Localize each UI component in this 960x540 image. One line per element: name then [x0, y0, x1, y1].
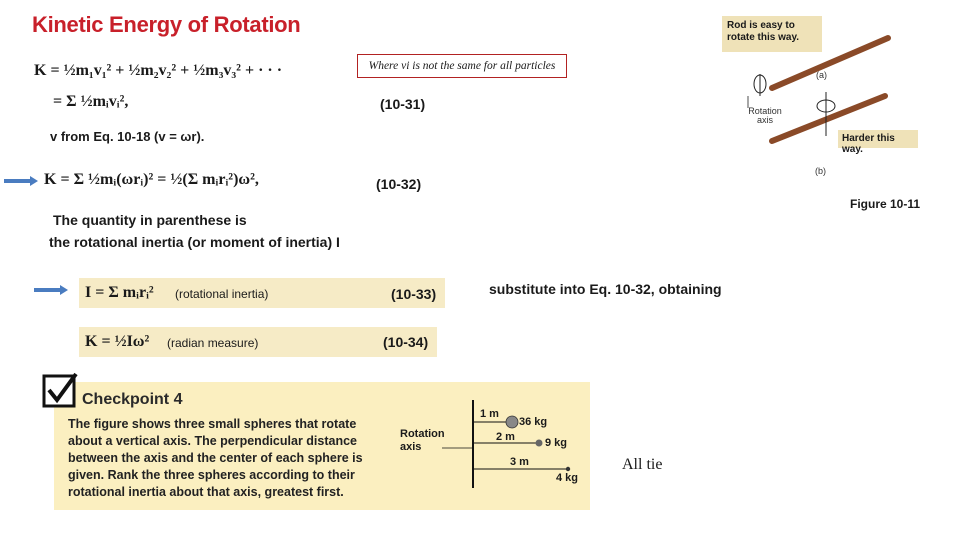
sphere-mass: 4 kg — [556, 472, 579, 484]
figure-label-b: (b) — [815, 166, 826, 176]
note-box: Where vi is not the same for all particles — [357, 54, 567, 78]
figure-caption: Figure 10-11 — [850, 197, 921, 211]
equation-10-33-box — [79, 278, 445, 308]
checkmark-icon — [40, 372, 78, 410]
equation-number-10-31: (10-31) — [380, 96, 426, 112]
equation-10-32: K = Σ ½mᵢ(ωrᵢ)² = ½(Σ mᵢrᵢ²)ω², — [44, 171, 259, 188]
arrow-right-icon — [4, 176, 38, 186]
sphere-distance: 1 m — [480, 408, 499, 420]
figure-label-a: (a) — [816, 70, 827, 80]
quantity-text-line2: the rotational inertia (or moment of inertia) I — [49, 234, 340, 250]
checkpoint-line: The figure shows three small spheres that rotate — [68, 417, 357, 431]
figure-label-bottom-box — [838, 130, 918, 155]
sphere-mass: 36 kg — [519, 416, 548, 428]
figure-label-top: Rod is easy to rotate this way. — [727, 20, 800, 43]
quantity-text-line1: The quantity in parenthese is — [53, 212, 247, 228]
v-from-text: v from Eq. 10-18 (v = ωr). — [50, 129, 205, 144]
figure-axis-label: Rotation axis — [748, 106, 782, 125]
equation-10-33-formula: I = Σ mᵢrᵢ² — [85, 284, 154, 301]
equation-number-10-32: (10-32) — [376, 176, 422, 192]
substitute-text: substitute into Eq. 10-32, obtaining — [489, 281, 722, 297]
answer-text: All tie — [622, 456, 663, 473]
checkpoint-text — [68, 416, 363, 501]
equation-number-10-33: (10-33) — [391, 286, 437, 302]
checkpoint-line: about a vertical axis. The perpendicular distance — [68, 434, 357, 448]
figure-label-bottom: Harder this way. — [842, 133, 895, 155]
equation-number-10-34: (10-34) — [383, 334, 429, 350]
checkpoint-axis-label: Rotation axis — [400, 428, 445, 453]
arrow-right-icon — [34, 285, 68, 295]
checkpoint-line: rotational inertia about that axis, greatest first. — [68, 485, 344, 499]
checkpoint-line: given. Rank the three spheres according to their — [68, 468, 355, 482]
equation-10-31-line2: = Σ ½mᵢvᵢ², — [53, 93, 129, 110]
equation-10-34-box — [79, 327, 437, 357]
checkpoint-title: Checkpoint 4 — [82, 391, 183, 408]
equation-10-34-label: (radian measure) — [167, 336, 259, 350]
sphere-mass: 9 kg — [545, 437, 568, 449]
equation-10-33-label: (rotational inertia) — [175, 287, 269, 301]
page-title: Kinetic Energy of Rotation — [32, 12, 301, 37]
equation-10-31-line1: K = ½m₁v₁² + ½m₂v₂² + ½m₃v₃² + · · · — [34, 62, 283, 79]
sphere-distance: 3 m — [510, 456, 529, 468]
equation-10-34-formula: K = ½Iω² — [85, 333, 150, 350]
sphere-distance: 2 m — [496, 431, 515, 443]
checkpoint-line: between the axis and the center of each sphere is — [68, 451, 363, 465]
